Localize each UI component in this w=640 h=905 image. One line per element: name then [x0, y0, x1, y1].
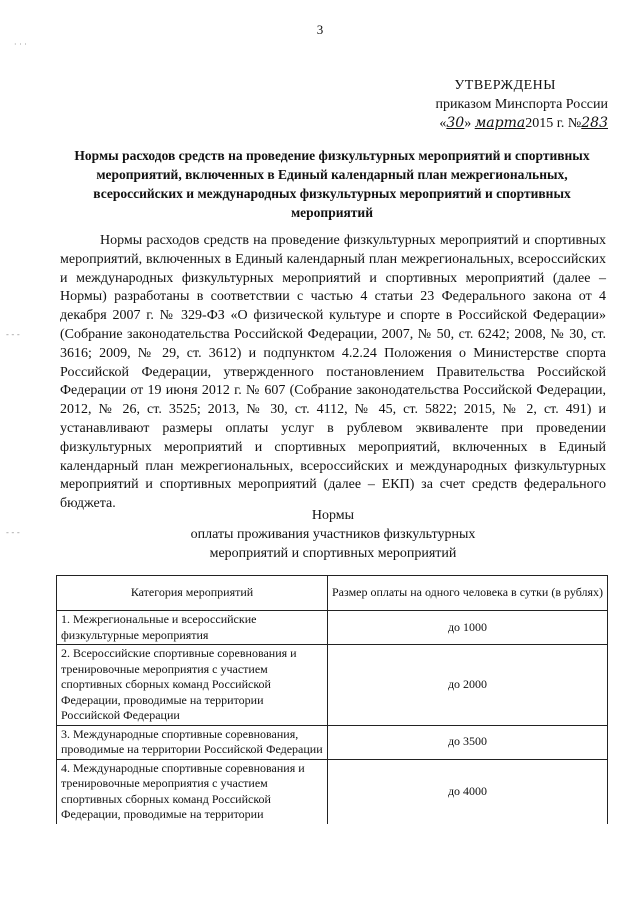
table-cell-category: 3. Международные спортивные соревнования, проводимые на территории Российской Федерации: [57, 725, 328, 759]
section-title-line: Нормы: [311, 508, 355, 523]
date-open-quote: «: [439, 116, 447, 131]
approval-heading: УТВЕРЖДЕНЫ: [454, 78, 556, 93]
section-title: [60, 506, 606, 563]
section-title-line: оплаты проживания участников физкультурных: [190, 527, 476, 542]
approval-order-line: приказом Минспорта России: [435, 97, 608, 112]
table-cell-rate: до 2000: [328, 645, 608, 726]
table-header-row: [57, 576, 608, 611]
table-row: [57, 645, 608, 726]
approval-date-line: [378, 114, 608, 133]
table-row: [57, 725, 608, 759]
table-row: [57, 611, 608, 645]
approval-stamp: [378, 76, 608, 133]
table-cell-rate: до 1000: [328, 611, 608, 645]
table-cell-category: 1. Межрегиональные и всероссийские физкультурные мероприятия: [57, 611, 328, 645]
table-header-rate: Размер оплаты на одного человека в сутки (в рублях): [328, 576, 608, 611]
table-cell-rate: до 3500: [328, 725, 608, 759]
table-row: [57, 759, 608, 824]
date-close-quote: »: [464, 116, 472, 131]
scan-speck: - - -: [6, 528, 20, 537]
approval-year: 2015 г. №: [525, 116, 582, 131]
scan-speck: - - -: [6, 330, 20, 339]
scan-speck: · · ·: [14, 40, 27, 49]
table-cell-category: 4. Международные спортивные соревнования и тренировочные мероприятия с участием спортивных сборных команд Российской Федерации, проводимые на территории: [57, 759, 328, 824]
intro-paragraph: Нормы расходов средств на проведение физкультурных мероприятий и спортивных мероприятий, включенных в Единый календарный план межрегиональных, всероссийских и международных физкультурных мероприятий и спортивных мероприятий (далее – Нормы) разработаны в соответствии с частью 4 статьи 23 Федерального закона от 4 декабря 2007 г. № 329-ФЗ «О физической культуре и спорте в Российской Федерации» (Собрание законодательства Российской Федерации, 2007, № 50, ст. 6242; 2008, № 30, ст. 3616; 2009, № 29, ст. 3612) и подпунктом 4.2.24 Положения о Министерстве спорта Российской Федерации, утвержденного постановлением Правительства Российской Федерации от 19 июня 2012 г. № 607 (Собрание законодательства Российской Федерации, 2012, № 26, ст. 3525; 2013, № 30, ст. 4112, № 45, ст. 5822; 2015, № 2, ст. 491) и устанавливают размеры оплаты услуг в рублевом эквиваленте при проведении физкультурных мероприятий и спортивных мероприятий, включенных в Единый календарный план межрегиональных, всероссийских и международных физкультурных мероприятий и спортивных мероприятий (далее – ЕКП) за счет средств федерального бюджета.: [60, 233, 606, 512]
table-cell-category: 2. Всероссийские спортивные соревнования и тренировочные мероприятия с участием спортивных сборных команд Российской Федерации, проводимые на территории Российской Федерации: [57, 645, 328, 726]
section-title-line: мероприятий и спортивных мероприятий: [209, 546, 457, 561]
document-title: Нормы расходов средств на проведение физкультурных мероприятий и спортивных мероприятий, включенных в Единый календарный план межрегиональных, всероссийских и международных физкультурных мероприятий и спортивных мероприятий: [74, 148, 590, 220]
table-cell-rate: до 4000: [328, 759, 608, 824]
approval-day: 30: [446, 115, 465, 131]
page-number: 3: [316, 22, 324, 37]
accommodation-rates-table: [56, 575, 608, 824]
approval-month: марта: [474, 115, 526, 131]
approval-order-number: 283: [581, 115, 608, 131]
table-header-category: Категория мероприятий: [57, 576, 328, 611]
